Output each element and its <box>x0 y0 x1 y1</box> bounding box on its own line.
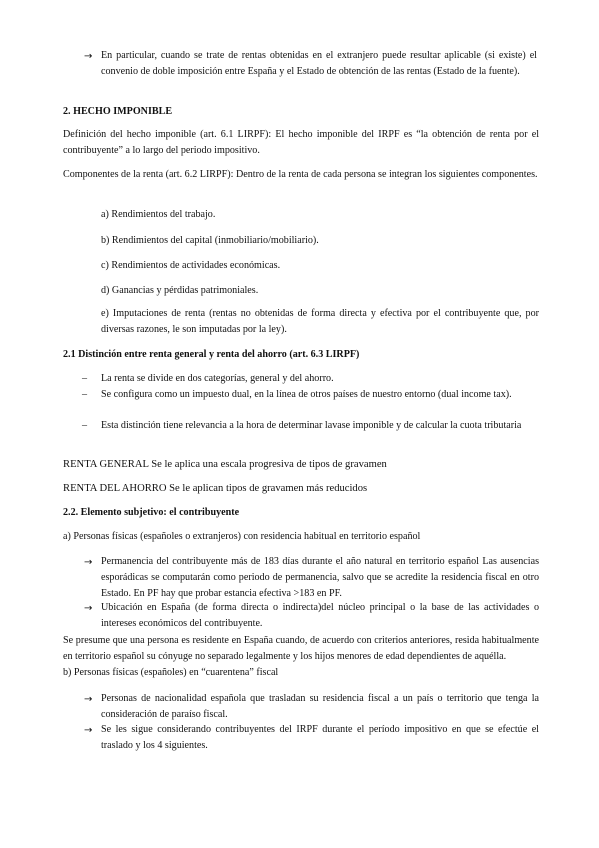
arrow-bullet: → <box>84 51 93 62</box>
components-paragraph: Componentes de la renta (art. 6.2 LIRPF): Dentro de la renta de cada persona se integran los siguientes componentes. <box>63 169 538 180</box>
definition-paragraph: Definición del hecho imponible (art. 6.1 LIRPF): El hecho imponible del IRPF es “la obtención de renta por el contribuyente” a lo largo del periodo impositivo. <box>63 129 539 156</box>
dash-item-1: La renta se divide en dos categorías, general y del ahorro. <box>101 373 334 384</box>
arrow-bullet: → <box>84 557 93 568</box>
heading-distincion-renta: 2.1 Distinción entre renta general y renta del ahorro (art. 6.3 LIRPF) <box>63 349 360 360</box>
dash-bullet: – <box>82 420 88 431</box>
component-c: c) Rendimientos de actividades económicas. <box>101 260 281 271</box>
dash-bullet: – <box>82 389 88 400</box>
dash-item-2: Se configura como un impuesto dual, en la línea de otros países de nuestro entorno (dual income tax). <box>101 389 512 400</box>
heading-hecho-imponible: 2. HECHO IMPONIBLE <box>63 106 173 117</box>
subsection-a: a) Personas físicas (españoles o extranjeros) con residencia habitual en territorio español <box>63 531 421 542</box>
renta-general-line: RENTA GENERAL Se le aplica una escala progresiva de tipos de gravamen <box>63 459 387 470</box>
arrow-item-b1: Personas de nacionalidad española que trasladan su residencia fiscal a un país o territorio que tenga la consideración de paraíso fiscal. <box>101 693 539 720</box>
arrow-item-a2: Ubicación en España (de forma directa o indirecta)del núcleo principal o la base de las actividades o intereses económicos del contribuyente. <box>101 602 539 629</box>
renta-ahorro-line: RENTA DEL AHORRO Se le aplican tipos de gravamen más reducidos <box>63 483 368 494</box>
dash-bullet: – <box>82 373 88 384</box>
intro-arrow-paragraph: En particular, cuando se trate de rentas obtenidas en el extranjero puede resultar aplicable (si existe) el convenio de doble imposición entre España y el Estado de obtención de las rentas (Estado de la fuente). <box>101 50 537 77</box>
arrow-bullet: → <box>84 725 93 736</box>
arrow-item-b2: Se les sigue considerando contribuyentes del IRPF durante el período impositivo en que se efectúe el traslado y los 4 siguientes. <box>101 724 539 751</box>
arrow-bullet: → <box>84 694 93 705</box>
component-a: a) Rendimientos del trabajo. <box>101 209 216 220</box>
arrow-bullet: → <box>84 603 93 614</box>
arrow-item-a1: Permanencia del contribuyente más de 183 días durante el año natural en territorio español Las ausencias esporádicas se computarán como periodo de permanencia, salvo que se acredite la residencia fiscal en otro Estado. En PF hay que probar estancia efectiva >183 en PF. <box>101 556 539 599</box>
subsection-b: b) Personas físicas (españoles) en “cuarentena” fiscal <box>63 667 279 678</box>
dash-item-3: Esta distinción tiene relevancia a la hora de determinar lavase imponible y de calcular la cuota tributaria <box>101 420 522 431</box>
component-e: e) Imputaciones de renta (rentas no obtenidas de forma directa y efectiva por el contribuyente que, por diversas razones, le son imputadas por la ley). <box>101 308 539 335</box>
component-b: b) Rendimientos del capital (inmobiliario/mobiliario). <box>101 235 319 246</box>
heading-elemento-subjetivo: 2.2. Elemento subjetivo: el contribuyente <box>63 507 240 518</box>
component-d: d) Ganancias y pérdidas patrimoniales. <box>101 285 259 296</box>
presumption-paragraph: Se presume que una persona es residente en España cuando, de acuerdo con criterios anteriores, resida habitualmente en territorio español su cónyuge no separado legalmente y los hijos menores de edad dependientes de aquélla. <box>63 635 539 662</box>
